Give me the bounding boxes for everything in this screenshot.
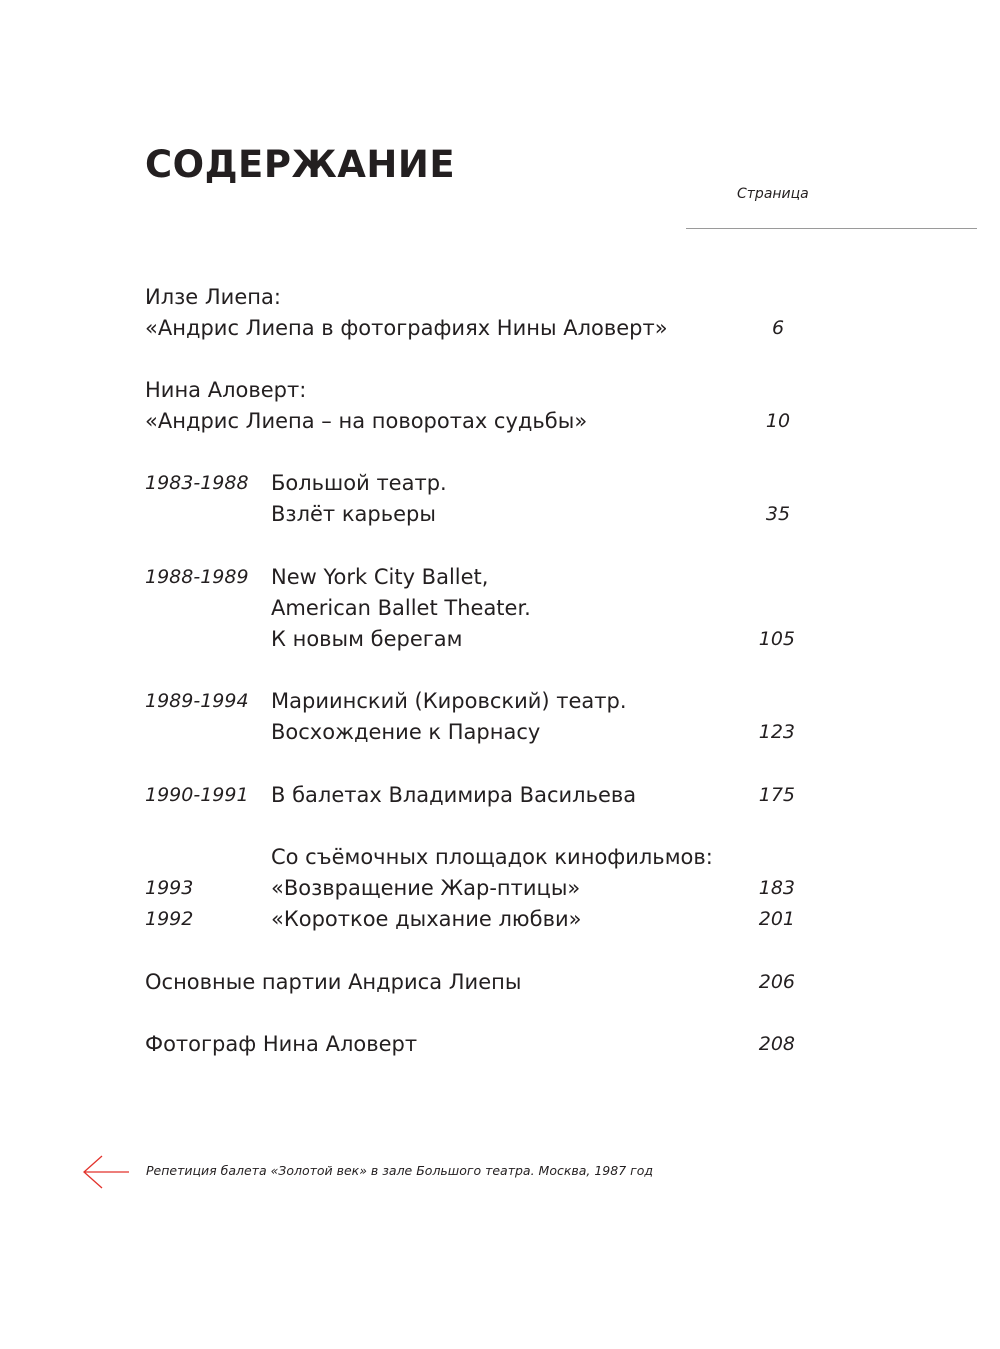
toc-section-heading: Со съёмочных площадок кинофильмов:	[271, 845, 713, 869]
toc-entry-subtitle: Взлёт карьеры	[271, 502, 436, 526]
toc-entry-title: «Андрис Лиепа в фотографиях Нины Аловерт»	[145, 316, 668, 340]
toc-page-number: 35	[765, 503, 791, 525]
toc-entry-title: Фотограф Нина Аловерт	[145, 1032, 418, 1056]
toc-entry-years: 1983-1988	[145, 472, 249, 494]
toc-page-number: 175	[758, 784, 795, 806]
toc-page-number: 123	[758, 721, 795, 743]
photo-caption: Репетиция балета «Золотой век» в зале Большого театра. Москва, 1987 год	[146, 1163, 654, 1178]
header-divider	[686, 228, 977, 229]
toc-entry-title: New York City Ballet,	[271, 565, 489, 589]
toc-page-number: 183	[758, 877, 795, 899]
page-title: СОДЕРЖАНИЕ	[145, 143, 456, 186]
toc-page-number: 208	[758, 1033, 795, 1055]
page-column-label: Страница	[737, 186, 809, 202]
toc-entry-years: 1989-1994	[145, 690, 249, 712]
toc-entry-title: Мариинский (Кировский) театр.	[271, 689, 627, 713]
toc-entry-author: Илзе Лиепа:	[145, 285, 281, 309]
toc-entry-year: 1992	[145, 908, 194, 930]
arrow-left-icon	[82, 1154, 130, 1190]
toc-page-number: 206	[758, 971, 795, 993]
toc-page-number: 201	[758, 908, 795, 930]
toc-entry-subtitle: К новым берегам	[271, 627, 463, 651]
toc-entry-title: «Короткое дыхание любви»	[271, 907, 582, 931]
toc-entry-years: 1990-1991	[145, 784, 249, 806]
toc-entry-title: В балетах Владимира Васильева	[271, 783, 637, 807]
toc-page-number: 6	[771, 317, 785, 339]
toc-entry-title: «Возвращение Жар-птицы»	[271, 876, 581, 900]
toc-entry-title: Большой театр.	[271, 471, 447, 495]
toc-page-number: 105	[758, 628, 795, 650]
toc-page-number: 10	[765, 410, 791, 432]
toc-entry-years: 1988-1989	[145, 566, 249, 588]
toc-entry-year: 1993	[145, 877, 194, 899]
toc-entry-author: Нина Аловерт:	[145, 378, 307, 402]
toc-entry-title: «Андрис Лиепа – на поворотах судьбы»	[145, 409, 588, 433]
toc-entry-subtitle: Восхождение к Парнасу	[271, 720, 541, 744]
toc-entry-title: Основные партии Андриса Лиепы	[145, 970, 522, 994]
toc-entry-title: American Ballet Theater.	[271, 596, 531, 620]
